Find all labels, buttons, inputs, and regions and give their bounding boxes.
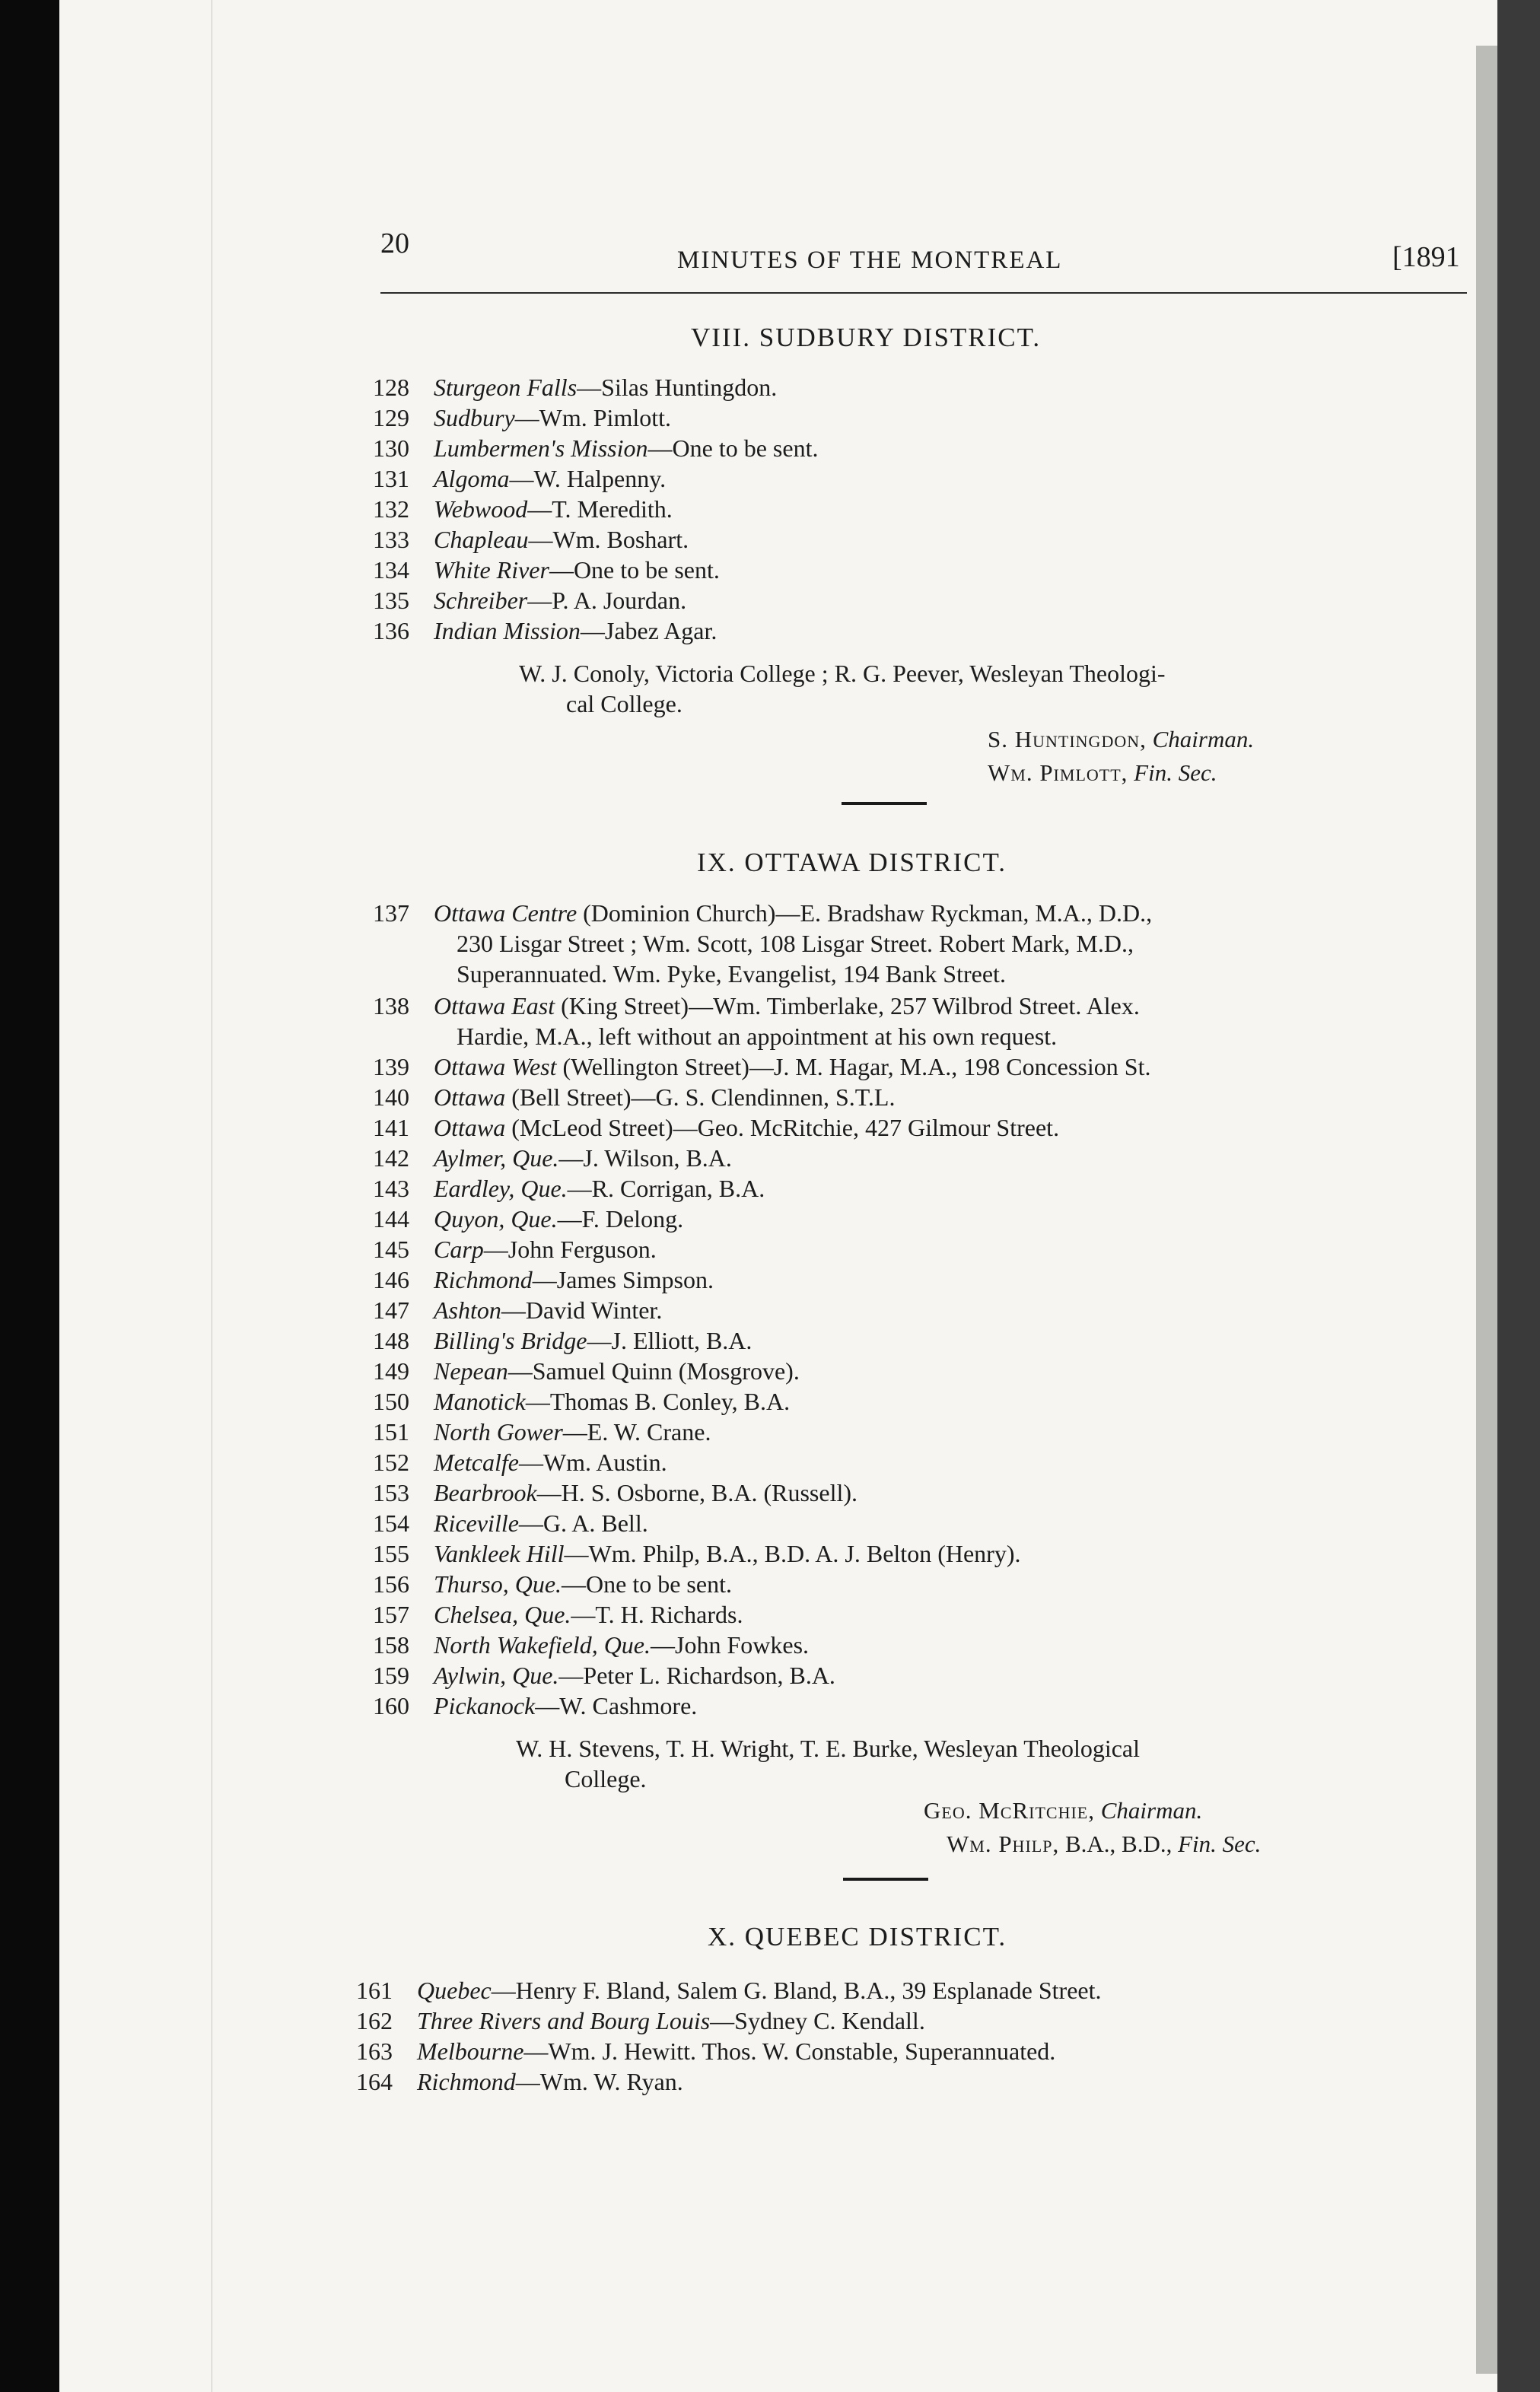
list-item: 146 Richmond—James Simpson. bbox=[373, 1266, 714, 1293]
district-note: W. H. Stevens, T. H. Wright, T. E. Burke, Wesleyan Theological bbox=[516, 1735, 1141, 1762]
list-item: 141 Ottawa (McLeod Street)—Geo. McRitchie, 427 Gilmour Street. bbox=[373, 1114, 1060, 1141]
page-binding-edge bbox=[1497, 0, 1540, 2392]
running-title: MINUTES OF THE MONTREAL bbox=[677, 247, 1063, 274]
list-item: 129 Sudbury—Wm. Pimlott. bbox=[373, 404, 671, 431]
page-number: 20 bbox=[380, 227, 409, 259]
chairman-signature: Geo. McRitchie, Chairman. bbox=[924, 1797, 1203, 1824]
district-title-ottawa: IX. OTTAWA DISTRICT. bbox=[697, 848, 1007, 877]
list-item: 161 Quebec—Henry F. Bland, Salem G. Bland, B.A., 39 Esplanade Street. bbox=[356, 1977, 1102, 2004]
chairman-signature: S. Huntingdon, Chairman. bbox=[988, 726, 1255, 752]
list-item: 142 Aylmer, Que.—J. Wilson, B.A. bbox=[373, 1144, 732, 1172]
list-item: 138 Ottawa East (King Street)—Wm. Timberlake, 257 Wilbrod Street. Alex. bbox=[373, 992, 1140, 1019]
list-item: 136 Indian Mission—Jabez Agar. bbox=[373, 617, 718, 644]
document-page bbox=[59, 0, 1497, 2392]
list-item: 137 Ottawa Centre (Dominion Church)—E. Bradshaw Ryckman, M.A., D.D., bbox=[373, 899, 1153, 927]
list-item-continued: Hardie, M.A., left without an appointment at his own request. bbox=[457, 1023, 1058, 1050]
list-item-continued: Superannuated. Wm. Pyke, Evangelist, 194 Bank Street. bbox=[457, 960, 1006, 988]
district-note: W. J. Conoly, Victoria College ; R. G. Peever, Wesleyan Theologi- bbox=[519, 660, 1166, 687]
fin-sec-signature: Wm. Pimlott, Fin. Sec. bbox=[988, 759, 1217, 786]
district-note-continued: cal College. bbox=[566, 690, 682, 717]
list-item: 158 North Wakefield, Que.—John Fowkes. bbox=[373, 1631, 810, 1659]
list-item: 134 White River—One to be sent. bbox=[373, 556, 720, 584]
list-item: 128 Sturgeon Falls—Silas Huntingdon. bbox=[373, 374, 778, 401]
header-year: [1891 bbox=[1392, 241, 1460, 273]
list-item: 150 Manotick—Thomas B. Conley, B.A. bbox=[373, 1388, 791, 1415]
list-item: 132 Webwood—T. Meredith. bbox=[373, 495, 673, 523]
list-item: 155 Vankleek Hill—Wm. Philp, B.A., B.D. A. J. Belton (Henry). bbox=[373, 1540, 1021, 1567]
fin-sec-signature: Wm. Philp, B.A., B.D., Fin. Sec. bbox=[947, 1831, 1262, 1857]
list-item: 152 Metcalfe—Wm. Austin. bbox=[373, 1449, 667, 1476]
list-item: 131 Algoma—W. Halpenny. bbox=[373, 465, 667, 492]
header-rule bbox=[380, 292, 1467, 294]
list-item: 133 Chapleau—Wm. Boshart. bbox=[373, 526, 689, 553]
section-divider bbox=[842, 802, 927, 805]
list-item: 160 Pickanock—W. Cashmore. bbox=[373, 1692, 698, 1719]
list-item: 147 Ashton—David Winter. bbox=[373, 1296, 663, 1324]
list-item: 156 Thurso, Que.—One to be sent. bbox=[373, 1570, 732, 1598]
district-title-sudbury: VIII. SUDBURY DISTRICT. bbox=[691, 323, 1042, 352]
list-item: 153 Bearbrook—H. S. Osborne, B.A. (Russell). bbox=[373, 1479, 858, 1506]
district-title-quebec: X. QUEBEC DISTRICT. bbox=[708, 1922, 1007, 1951]
list-item: 149 Nepean—Samuel Quinn (Mosgrove). bbox=[373, 1357, 800, 1385]
list-item: 140 Ottawa (Bell Street)—G. S. Clendinnen, S.T.L. bbox=[373, 1083, 896, 1111]
district-note-continued: College. bbox=[565, 1765, 647, 1792]
list-item: 159 Aylwin, Que.—Peter L. Richardson, B.A. bbox=[373, 1662, 835, 1689]
list-item: 139 Ottawa West (Wellington Street)—J. M. Hagar, M.A., 198 Concession St. bbox=[373, 1053, 1151, 1080]
list-item: 151 North Gower—E. W. Crane. bbox=[373, 1418, 711, 1446]
list-item: 135 Schreiber—P. A. Jourdan. bbox=[373, 587, 687, 614]
list-item: 148 Billing's Bridge—J. Elliott, B.A. bbox=[373, 1327, 752, 1354]
list-item: 144 Quyon, Que.—F. Delong. bbox=[373, 1205, 684, 1233]
section-divider bbox=[843, 1878, 928, 1881]
list-item: 145 Carp—John Ferguson. bbox=[373, 1236, 657, 1263]
list-item: 164 Richmond—Wm. W. Ryan. bbox=[356, 2068, 683, 2095]
list-item: 163 Melbourne—Wm. J. Hewitt. Thos. W. Constable, Superannuated. bbox=[356, 2037, 1056, 2065]
list-item-continued: 230 Lisgar Street ; Wm. Scott, 108 Lisgar Street. Robert Mark, M.D., bbox=[457, 930, 1134, 957]
list-item: 154 Riceville—G. A. Bell. bbox=[373, 1509, 648, 1537]
list-item: 157 Chelsea, Que.—T. H. Richards. bbox=[373, 1601, 743, 1628]
page-edge-shadow bbox=[1476, 46, 1497, 2374]
list-item: 143 Eardley, Que.—R. Corrigan, B.A. bbox=[373, 1175, 765, 1202]
list-item: 130 Lumbermen's Mission—One to be sent. bbox=[373, 434, 819, 462]
list-item: 162 Three Rivers and Bourg Louis—Sydney C. Kendall. bbox=[356, 2007, 925, 2034]
